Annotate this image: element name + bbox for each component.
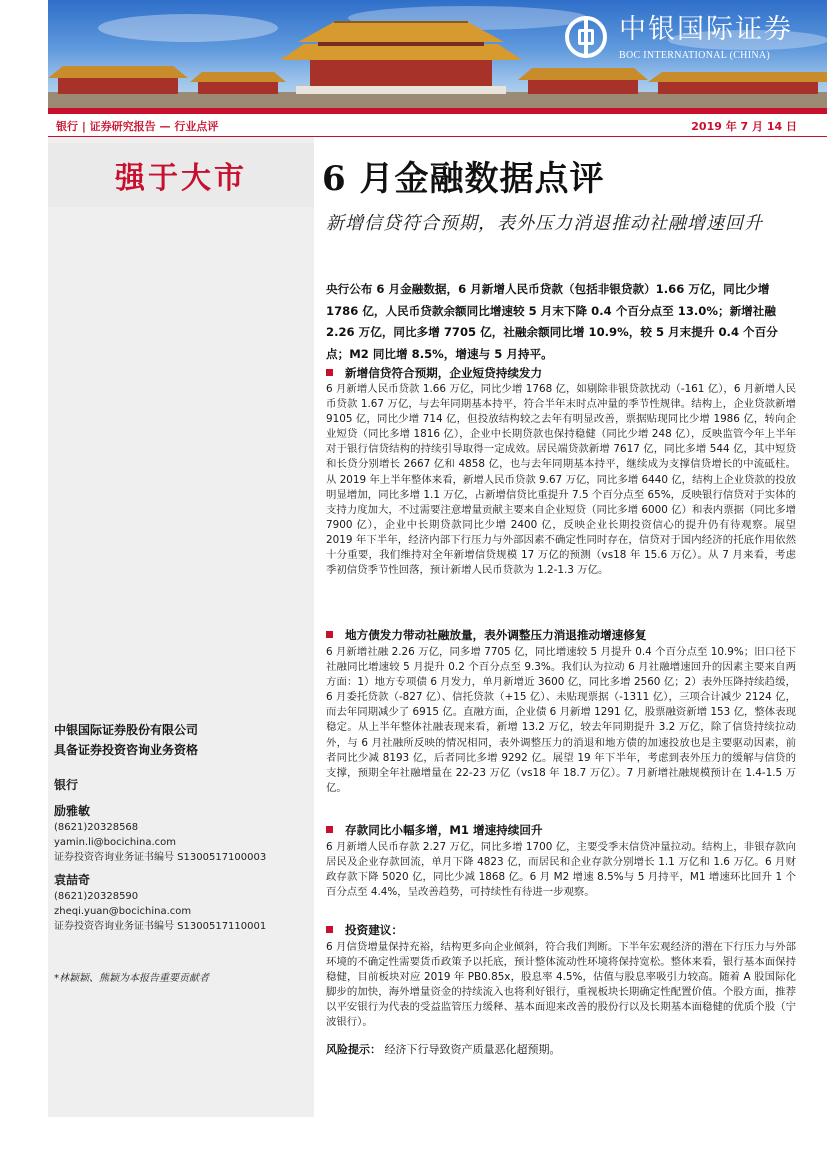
section-body: 6 月信贷增量保持充裕，结构更多向企业倾斜，符合我们判断。下半年宏观经济的潜在下行压力与外部环境的不确定性需要货币政策予以托底，预计整体流动性环境将保持宽松。整体来看，银行基本面保持稳健，目前板块对应 2019 年 PB0.85x，股息率 4.5%，估值与股息率吸引力较高。随着 A 股国际化脚步的加快，海外增量资金的持续流入也将利好银行，重视板块长期确定性配置价值。个股方面，推荐以平安银行为代表的受益监管压力缓释、基本面迎来改善的股份行以及长期基本面稳健的优质个股（宁波银行）。 xyxy=(326,941,796,1029)
analyst-cert: 证券投资咨询业务证书编号 S1300517100003 xyxy=(54,852,267,863)
section-heading xyxy=(326,922,403,938)
report-summary: 央行公布 6 月金融数据，6 月新增人民币贷款（包括非银贷款）1.66 万亿，同比少增 1786 亿，人民币贷款余额同比增速较 5 月末下降 0.4 个百分点至 13.0%；新增社融 2.26 万亿，同比多增 7705 亿，社融余额同比增 10.9%，较 5 月末提升 0.4 个百分点；M2 同比增 8.5%，增速与 5 月持平。 xyxy=(326,282,778,361)
report-title: 6 月金融数据点评 xyxy=(322,159,605,199)
bullet-icon xyxy=(326,631,333,638)
section-heading xyxy=(326,822,543,838)
section-heading xyxy=(326,365,542,381)
report-category: 银行 | 证券研究报告 — 行业点评 xyxy=(56,120,219,133)
report-date: 2019 年 7 月 14 日 xyxy=(691,120,797,133)
report-meta-row xyxy=(48,114,827,137)
section-heading-text: 新增信贷符合预期，企业短贷持续发力 xyxy=(345,366,543,380)
boc-logo-icon xyxy=(565,16,607,58)
header-banner xyxy=(48,0,827,108)
risk-label: 风险提示： xyxy=(326,1043,381,1056)
risk-warning xyxy=(326,1042,561,1058)
bullet-icon xyxy=(326,369,333,376)
brand-name-en: BOC INTERNATIONAL (CHINA) xyxy=(619,50,771,61)
brand-logo xyxy=(565,14,793,61)
analyst-card xyxy=(54,871,310,934)
section-body: 6 月新增人民币存款 2.27 万亿，同比多增 1700 亿，主要受季末信贷冲量拉动。结构上，非银存款向居民及企业存款回流，单月下降 4823 亿，而居民和企业存款分别增长 1.1 万亿和 1.6 万亿。6 月财政存款下降 5020 亿，同比少减 1868 亿。6 月 M2 增速 8.5%与 5 月持平，M1 增速环比回升 1 个百分点至 4.4%，呈改善趋势，可持续性有待进一步观察。 xyxy=(326,841,796,899)
company-qualification: 具备证券投资咨询业务资格 xyxy=(54,743,199,757)
bullet-icon xyxy=(326,926,333,933)
rating-label: 强于大市 xyxy=(115,161,247,196)
section-heading xyxy=(326,627,646,643)
analyst-cert: 证券投资咨询业务证书编号 S1300517110001 xyxy=(54,921,267,932)
report-subtitle: 新增信贷符合预期，表外压力消退推动社融增速回升 xyxy=(326,213,763,234)
brand-name-cn: 中银国际证券 xyxy=(619,14,793,45)
sector-label: 银行 xyxy=(54,778,79,792)
analyst-name: 袁喆奇 xyxy=(54,873,91,887)
analyst-email[interactable]: yamin.li@bocichina.com xyxy=(54,837,176,848)
risk-text: 经济下行导致资产质量恶化超预期。 xyxy=(384,1043,561,1056)
company-info xyxy=(54,720,310,934)
bullet-icon xyxy=(326,826,333,833)
section-heading-text: 地方债发力带动社融放量，表外调整压力消退推动增速修复 xyxy=(345,628,647,642)
analyst-email[interactable]: zheqi.yuan@bocichina.com xyxy=(54,906,192,917)
analyst-phone: (8621)20328590 xyxy=(54,891,139,902)
section-body: 6 月新增社融 2.26 万亿，同多增 7705 亿，同比增速较 5 月提升 0.4 个百分点至 10.9%；旧口径下社融同比增速较 5 月提升 0.2 个百分点至 9.3%。我们认为拉动 6 月社融增速回升的因素主要来自两方面：1）地方专项债 6 月发力，单月新增近 3600 亿，同比多增 2560 亿；2）表外压降持续趋缓，6 月委托贷款（-827 亿）、信托贷款（+15 亿）、未贴现票据（-1311 亿），三项合计减少 2124 亿，而去年同期减少了 6915 亿。直融方面，企业债 6 月新增 1291 亿，股票融资新增 153 亿，整体表现稳定。从上半年整体社融表现来看，新增 13.2 万亿，较去年同期提升 3.2 万亿，除了信贷持续拉动外，与 6 月社融所反映的情况相同，表外调整压力的消退和地方债的加速投放也是主要驱动因素，前者同比少减 8193 亿，后者同比多增 9292 亿。展望 19 年下半年，考虑到表外压力的缓解与信贷的支撑，预期全年社融增量在 22-23 万亿（vs18 年 18.7 万亿）。7 月新增社融规模预计在 1.4-1.5 万亿。 xyxy=(326,646,796,794)
section-heading-text: 投资建议： xyxy=(345,923,403,937)
section-body: 6 月新增人民币贷款 1.66 万亿，同比少增 1768 亿，如剔除非银贷款扰动（-161 亿），6 月新增人民币贷款 1.67 万亿，与去年同期基本持平，符合半年末时点冲量的季节性规律。结构上，企业贷款新增 9105 亿，同比少增 714 亿，但投放结构较之去年有明显改善，票据贴现同比少增 1986 亿，转向企业短贷（同比多增 1816 亿），企业中长期贷款也保持稳健（同比少增 248 亿），反映监管今年上半年对于银行信贷结构的持续引导取得一定成效。居民端贷款新增 7617 亿，同比多增 544 亿，其中短贷和长贷分别增长 2667 亿和 4858 亿，也与去年同期基本持平，继续成为支撑信贷增长的中流砥柱。从 2019 年上半年整体来看，新增人民币贷款 9.67 万亿，同比多增 6440 亿，结构上企业贷款的投放明显增加，同比多增 1.1 万亿，占新增信贷比重提升 7.5 个百分点至 65%，反映银行信贷对于实体的支持力度加大，不过需要注意增量贡献主要来自企业短贷（同比多增 6000 亿）和表内票据（同比多增 7900 亿），企业中长期贷款同比少增 2400 亿，反映企业长期投资信心的提升仍有待观察。展望 2019 年下半年，经济内部下行压力与外部因素不确定性同时存在，信贷对于国内经济的托底作用依然十分重要，我们维持对全年新增信贷规模 17 万亿的预测（vs18 年 15.6 万亿）。从 7 月来看，考虑季初信贷季节性回落，预计新增人民币贷款为 1.2-1.3 万亿。 xyxy=(326,383,796,577)
rating-box xyxy=(48,143,314,207)
analyst-card xyxy=(54,802,310,865)
analyst-phone: (8621)20328568 xyxy=(54,822,139,833)
analyst-name: 励雅敏 xyxy=(54,804,91,818)
contributors-note: *林颖颖、熊颖为本报告重要贡献者 xyxy=(54,973,209,984)
section-heading-text: 存款同比小幅多增，M1 增速持续回升 xyxy=(345,823,543,837)
company-name: 中银国际证券股份有限公司 xyxy=(54,723,199,737)
left-sidebar xyxy=(48,137,314,1117)
